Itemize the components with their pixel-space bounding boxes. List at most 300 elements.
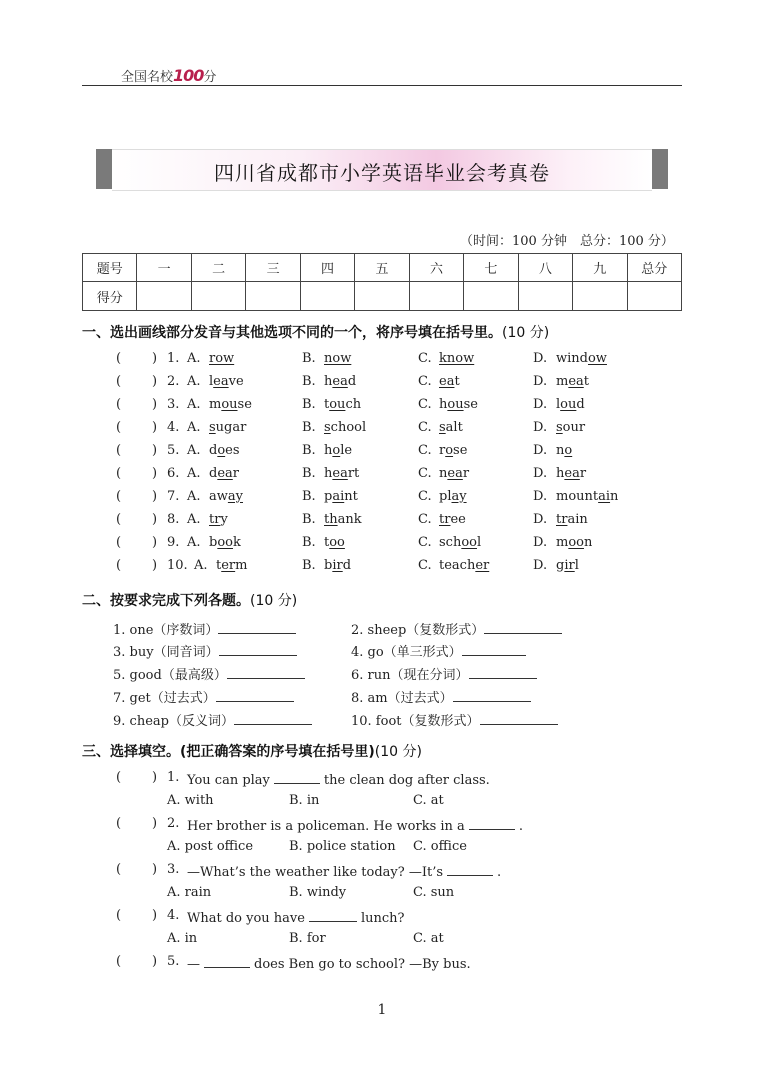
option-letter: C. [418,351,432,366]
question-stem: What do you have [187,911,305,926]
option-word [324,466,359,481]
option-word [439,558,489,573]
question-number: 7. [167,489,180,504]
exercise-prompt: 9. cheap（反义词） [113,714,234,729]
options-row [0,931,764,951]
exercise-item [113,664,305,683]
option-word [439,374,460,389]
option-letter: D. [533,420,548,435]
answer-paren-right: ) [152,908,158,923]
question-row [0,512,764,532]
option-word [556,443,572,458]
option-word [439,466,469,481]
question-number: 10. [167,558,188,573]
answer-paren-left[interactable]: ( [116,770,122,785]
option-choice: C. sun [413,885,455,900]
underlined-part: ea [332,466,348,481]
option-word [324,420,366,435]
word-part: d [342,558,352,573]
exercise-prompt: 6. run（现在分词） [351,668,469,683]
word-part: l [476,535,482,550]
word-part: n [583,535,593,550]
question-text [187,816,523,834]
word-part: ain [567,512,588,527]
question-number: 3. [167,397,180,412]
underlined-part: tr [209,512,221,527]
underlined-part: row [209,351,235,366]
underlined-part: tr [556,512,568,527]
question-stem: lunch? [360,911,405,926]
word-part: n [556,443,565,458]
answer-paren-left[interactable]: ( [116,489,122,504]
exercise-prompt: 7. get（过去式） [113,691,216,706]
score-input-cell[interactable] [627,282,681,311]
exercise-row [0,641,764,661]
score-input-cell[interactable] [409,282,463,311]
option-word [556,489,618,504]
answer-blank[interactable] [309,908,357,922]
underlined-part: o [564,443,573,458]
underlined-part: ai [332,489,345,504]
score-header-cell: 三 [246,254,300,282]
option-letter: B. [302,535,316,550]
word-part: t [583,374,590,389]
answer-paren-left[interactable]: ( [116,374,122,389]
question-row [0,443,764,463]
option-letter: D. [533,535,548,550]
option-word [439,535,481,550]
options-row [0,793,764,813]
time-info: （时间：100 分钟 总分：100 分） [460,234,674,249]
word-part: se [453,443,468,458]
option-word [324,397,361,412]
option-word [324,512,362,527]
question-stem: You can play [187,773,270,788]
score-header-cell: 八 [518,254,572,282]
question-number: 5. [167,954,180,969]
answer-blank[interactable] [274,770,320,784]
options-row [0,885,764,905]
answer-paren-left[interactable]: ( [116,535,122,550]
word-part: t [324,397,330,412]
answer-paren-right: ) [152,443,158,458]
option-letter: A. [187,351,201,366]
word-part: t [216,558,222,573]
underlined-part: o [445,443,454,458]
choice-question-row [0,908,764,928]
question-number: 2. [167,374,180,389]
word-part: aw [209,489,228,504]
underlined-part: ea [332,374,348,389]
option-word [439,489,467,504]
word-part: ch [345,397,362,412]
underlined-part: o [217,443,226,458]
word-part: mount [556,489,599,504]
answer-blank[interactable] [227,665,305,679]
option-letter: D. [533,351,548,366]
word-part: r [579,466,587,481]
underlined-part: ou [560,397,577,412]
answer-paren-left[interactable]: ( [116,954,122,969]
option-letter: A. [187,535,201,550]
option-letter: A. [187,512,201,527]
header-brand: 全国名校100分 [121,66,217,85]
option-word [556,512,588,527]
answer-paren-left[interactable]: ( [116,558,122,573]
score-header-cell: 二 [191,254,245,282]
option-letter: C. [418,374,432,389]
option-word [439,397,478,412]
answer-blank[interactable] [218,620,296,634]
question-number: 8. [167,512,180,527]
word-part: y [220,512,228,527]
answer-blank[interactable] [447,862,493,876]
answer-paren-left[interactable]: ( [116,351,122,366]
option-choice: B. in [289,793,320,808]
word-part: chool [330,420,367,435]
option-letter: C. [418,443,432,458]
exercise-prompt: 10. foot（复数形式） [351,714,480,729]
answer-paren-left[interactable]: ( [116,816,122,831]
options-row [0,839,764,859]
option-letter: C. [418,466,432,481]
answer-blank[interactable] [469,665,537,679]
answer-paren-right: ) [152,862,158,877]
answer-blank[interactable] [234,711,312,725]
question-number: 9. [167,535,180,550]
score-input-cell[interactable] [191,282,245,311]
word-part: ee [450,512,466,527]
answer-blank[interactable] [480,711,558,725]
score-header-cell: 九 [573,254,627,282]
underlined-part: ea [568,374,584,389]
question-number: 4. [167,420,180,435]
option-letter: B. [302,489,316,504]
choice-question-row [0,816,764,836]
word-part: wind [556,351,588,366]
word-part: ugar [215,420,247,435]
score-table-header-row [83,254,682,282]
answer-paren-right: ) [152,351,158,366]
word-part: b [324,558,333,573]
question-text [187,954,471,972]
score-header-cell: 总分 [627,254,681,282]
underlined-part: ea [447,466,463,481]
option-word [209,420,246,435]
score-input-cell[interactable] [246,282,300,311]
word-part: alt [445,420,463,435]
answer-paren-right: ) [152,535,158,550]
question-number: 2. [167,816,180,831]
question-row [0,489,764,509]
word-part: r [462,466,470,481]
word-part: r [439,443,446,458]
option-word [324,374,356,389]
score-input-cell[interactable] [573,282,627,311]
answer-paren-right: ) [152,489,158,504]
question-stem: —What’s the weather like today? —It’s [187,865,444,880]
word-part: k [232,535,241,550]
score-input-cell[interactable] [355,282,409,311]
question-text [187,862,501,880]
exercise-prompt: 4. go（单三形式） [351,645,462,660]
question-number: 4. [167,908,180,923]
word-part: d [576,397,585,412]
question-number: 6. [167,466,180,481]
option-word [209,489,243,504]
option-word [439,420,463,435]
word-part: ve [228,374,244,389]
answer-blank[interactable] [216,688,294,702]
question-stem: Her brother is a policeman. He works in a [187,819,465,834]
choice-question-row [0,862,764,882]
option-letter: B. [302,512,316,527]
answer-blank[interactable] [469,816,515,830]
underlined-part: ir [564,558,575,573]
question-row [0,374,764,394]
exercise-row [0,710,764,730]
exercise-item [113,710,312,729]
question-row [0,351,764,371]
underlined-part: ay [451,489,467,504]
answer-paren-right: ) [152,420,158,435]
question-stem: the clean dog after class. [323,773,490,788]
option-word [439,512,466,527]
exercise-prompt: 2. sheep（复数形式） [351,623,485,638]
exercise-item [113,641,297,660]
option-letter: A. [187,374,201,389]
option-choice: B. for [289,931,326,946]
underlined-part: ea [217,466,233,481]
option-word [556,466,586,481]
underlined-part: o [332,443,341,458]
underlined-part: er [475,558,490,573]
option-choice: B. police station [289,839,396,854]
question-row [0,535,764,555]
exercise-item [351,687,531,706]
score-input-cell[interactable] [518,282,572,311]
option-word [324,489,358,504]
option-letter: B. [302,443,316,458]
page-title: 四川省成都市小学英语毕业会考真卷 [214,161,550,185]
score-input-cell[interactable] [300,282,354,311]
option-choice: A. with [167,793,214,808]
header-rule [82,85,682,86]
word-part: se [237,397,252,412]
answer-paren-left[interactable]: ( [116,420,122,435]
score-header-cell: 七 [464,254,518,282]
word-part: m [209,397,222,412]
answer-paren-right: ) [152,374,158,389]
underlined-part: ir [332,558,343,573]
option-letter: B. [302,466,316,481]
option-word [209,443,240,458]
exercise-item [351,710,558,729]
option-choice: C. at [413,931,444,946]
score-header-cell: 一 [137,254,191,282]
answer-paren-left[interactable]: ( [116,443,122,458]
exercise-item [113,619,296,638]
option-word [556,351,607,366]
option-letter: A. [194,558,208,573]
answer-blank[interactable] [204,954,250,968]
word-part: m [556,374,569,389]
underlined-part: now [324,351,352,366]
answer-paren-left[interactable]: ( [116,466,122,481]
question-text [187,908,405,926]
word-part: t [324,535,330,550]
word-part: pl [439,489,452,504]
underlined-part: know [439,351,475,366]
option-word [216,558,247,573]
score-input-cell[interactable] [464,282,518,311]
exercise-prompt: 5. good（最高级） [113,668,227,683]
option-word [324,351,351,366]
word-part: h [324,443,333,458]
underlined-part: oo [461,535,477,550]
exercise-item [351,641,526,660]
option-word [556,397,585,412]
word-part: h [324,374,333,389]
underlined-part: oo [568,535,584,550]
option-word [209,397,252,412]
option-letter: D. [533,374,548,389]
title-banner [96,149,668,189]
question-text [187,770,490,788]
answer-paren-right: ) [152,512,158,527]
exercise-row [0,619,764,639]
underlined-part: ou [221,397,238,412]
word-part: l [556,397,561,412]
option-letter: B. [302,374,316,389]
answer-blank[interactable] [484,620,562,634]
word-part: se [463,397,478,412]
underlined-part: ea [439,374,455,389]
exercise-row [0,687,764,707]
underlined-part: s [324,420,331,435]
underlined-part: tr [439,512,451,527]
score-table [82,253,682,311]
question-row [0,558,764,578]
word-part: l [574,558,579,573]
option-choice: A. post office [167,839,254,854]
word-part: n [439,466,448,481]
underlined-part: s [439,420,446,435]
option-letter: C. [418,420,432,435]
underlined-part: ea [564,466,580,481]
answer-paren-left[interactable]: ( [116,512,122,527]
option-choice: C. at [413,793,444,808]
underlined-part: ou [329,397,346,412]
option-word [209,535,241,550]
underlined-part: oo [329,535,345,550]
underlined-part: th [324,512,338,527]
option-letter: D. [533,558,548,573]
underlined-part: er [221,558,236,573]
option-letter: C. [418,512,432,527]
score-header-cell: 五 [355,254,409,282]
question-stem: does Ben go to school? —By bus. [254,957,471,972]
option-letter: D. [533,489,548,504]
underlined-part: ay [227,489,243,504]
answer-paren-left[interactable]: ( [116,908,122,923]
word-part: b [209,535,218,550]
option-word [556,535,592,550]
option-word [556,558,579,573]
word-part: d [347,374,357,389]
word-part: d [209,466,218,481]
option-letter: A. [187,489,201,504]
option-letter: B. [302,558,316,573]
question-stem: . [497,865,502,880]
word-part: ank [337,512,362,527]
answer-paren-right: ) [152,466,158,481]
answer-blank[interactable] [453,688,531,702]
question-number: 3. [167,862,180,877]
choice-question-row [0,770,764,790]
word-part: h [556,466,565,481]
option-letter: D. [533,443,548,458]
question-number: 1. [167,770,180,785]
option-letter: C. [418,535,432,550]
answer-blank[interactable] [219,642,297,656]
answer-paren-left[interactable]: ( [116,862,122,877]
option-letter: D. [533,512,548,527]
option-letter: B. [302,351,316,366]
answer-blank[interactable] [462,642,526,656]
option-choice: C. office [413,839,467,854]
question-row [0,420,764,440]
exercise-prompt: 1. one（序数词） [113,623,219,638]
underlined-part: ea [213,374,229,389]
exercise-prompt: 3. buy（同音词） [113,645,219,660]
question-number: 1. [167,351,180,366]
option-word [324,558,351,573]
section3-heading: 三、选择填空。(把正确答案的序号填在括号里)(10 分) [82,744,422,760]
underlined-part: oo [217,535,233,550]
exercise-row [0,664,764,684]
word-part: h [324,466,333,481]
question-number: 5. [167,443,180,458]
question-row [0,466,764,486]
option-letter: A. [187,397,201,412]
question-row [0,397,764,417]
score-header-cell: 六 [409,254,463,282]
option-letter: A. [187,443,201,458]
option-letter: C. [418,489,432,504]
underlined-part: ou [447,397,464,412]
option-letter: B. [302,420,316,435]
word-part: our [562,420,586,435]
option-word [324,535,345,550]
word-part: m [556,535,569,550]
option-word [209,374,244,389]
score-header-cell: 题号 [83,254,137,282]
word-part: rt [347,466,360,481]
answer-paren-left[interactable]: ( [116,397,122,412]
score-table-score-row [83,282,682,311]
score-header-cell: 四 [300,254,354,282]
word-part: p [324,489,333,504]
score-label-cell: 得分 [83,282,137,311]
section2-heading: 二、按要求完成下列各题。(10 分) [82,593,298,609]
word-part: n [610,489,619,504]
option-letter: D. [533,466,548,481]
option-letter: A. [187,466,201,481]
score-input-cell[interactable] [137,282,191,311]
word-part: teach [439,558,476,573]
question-stem: . [518,819,523,834]
